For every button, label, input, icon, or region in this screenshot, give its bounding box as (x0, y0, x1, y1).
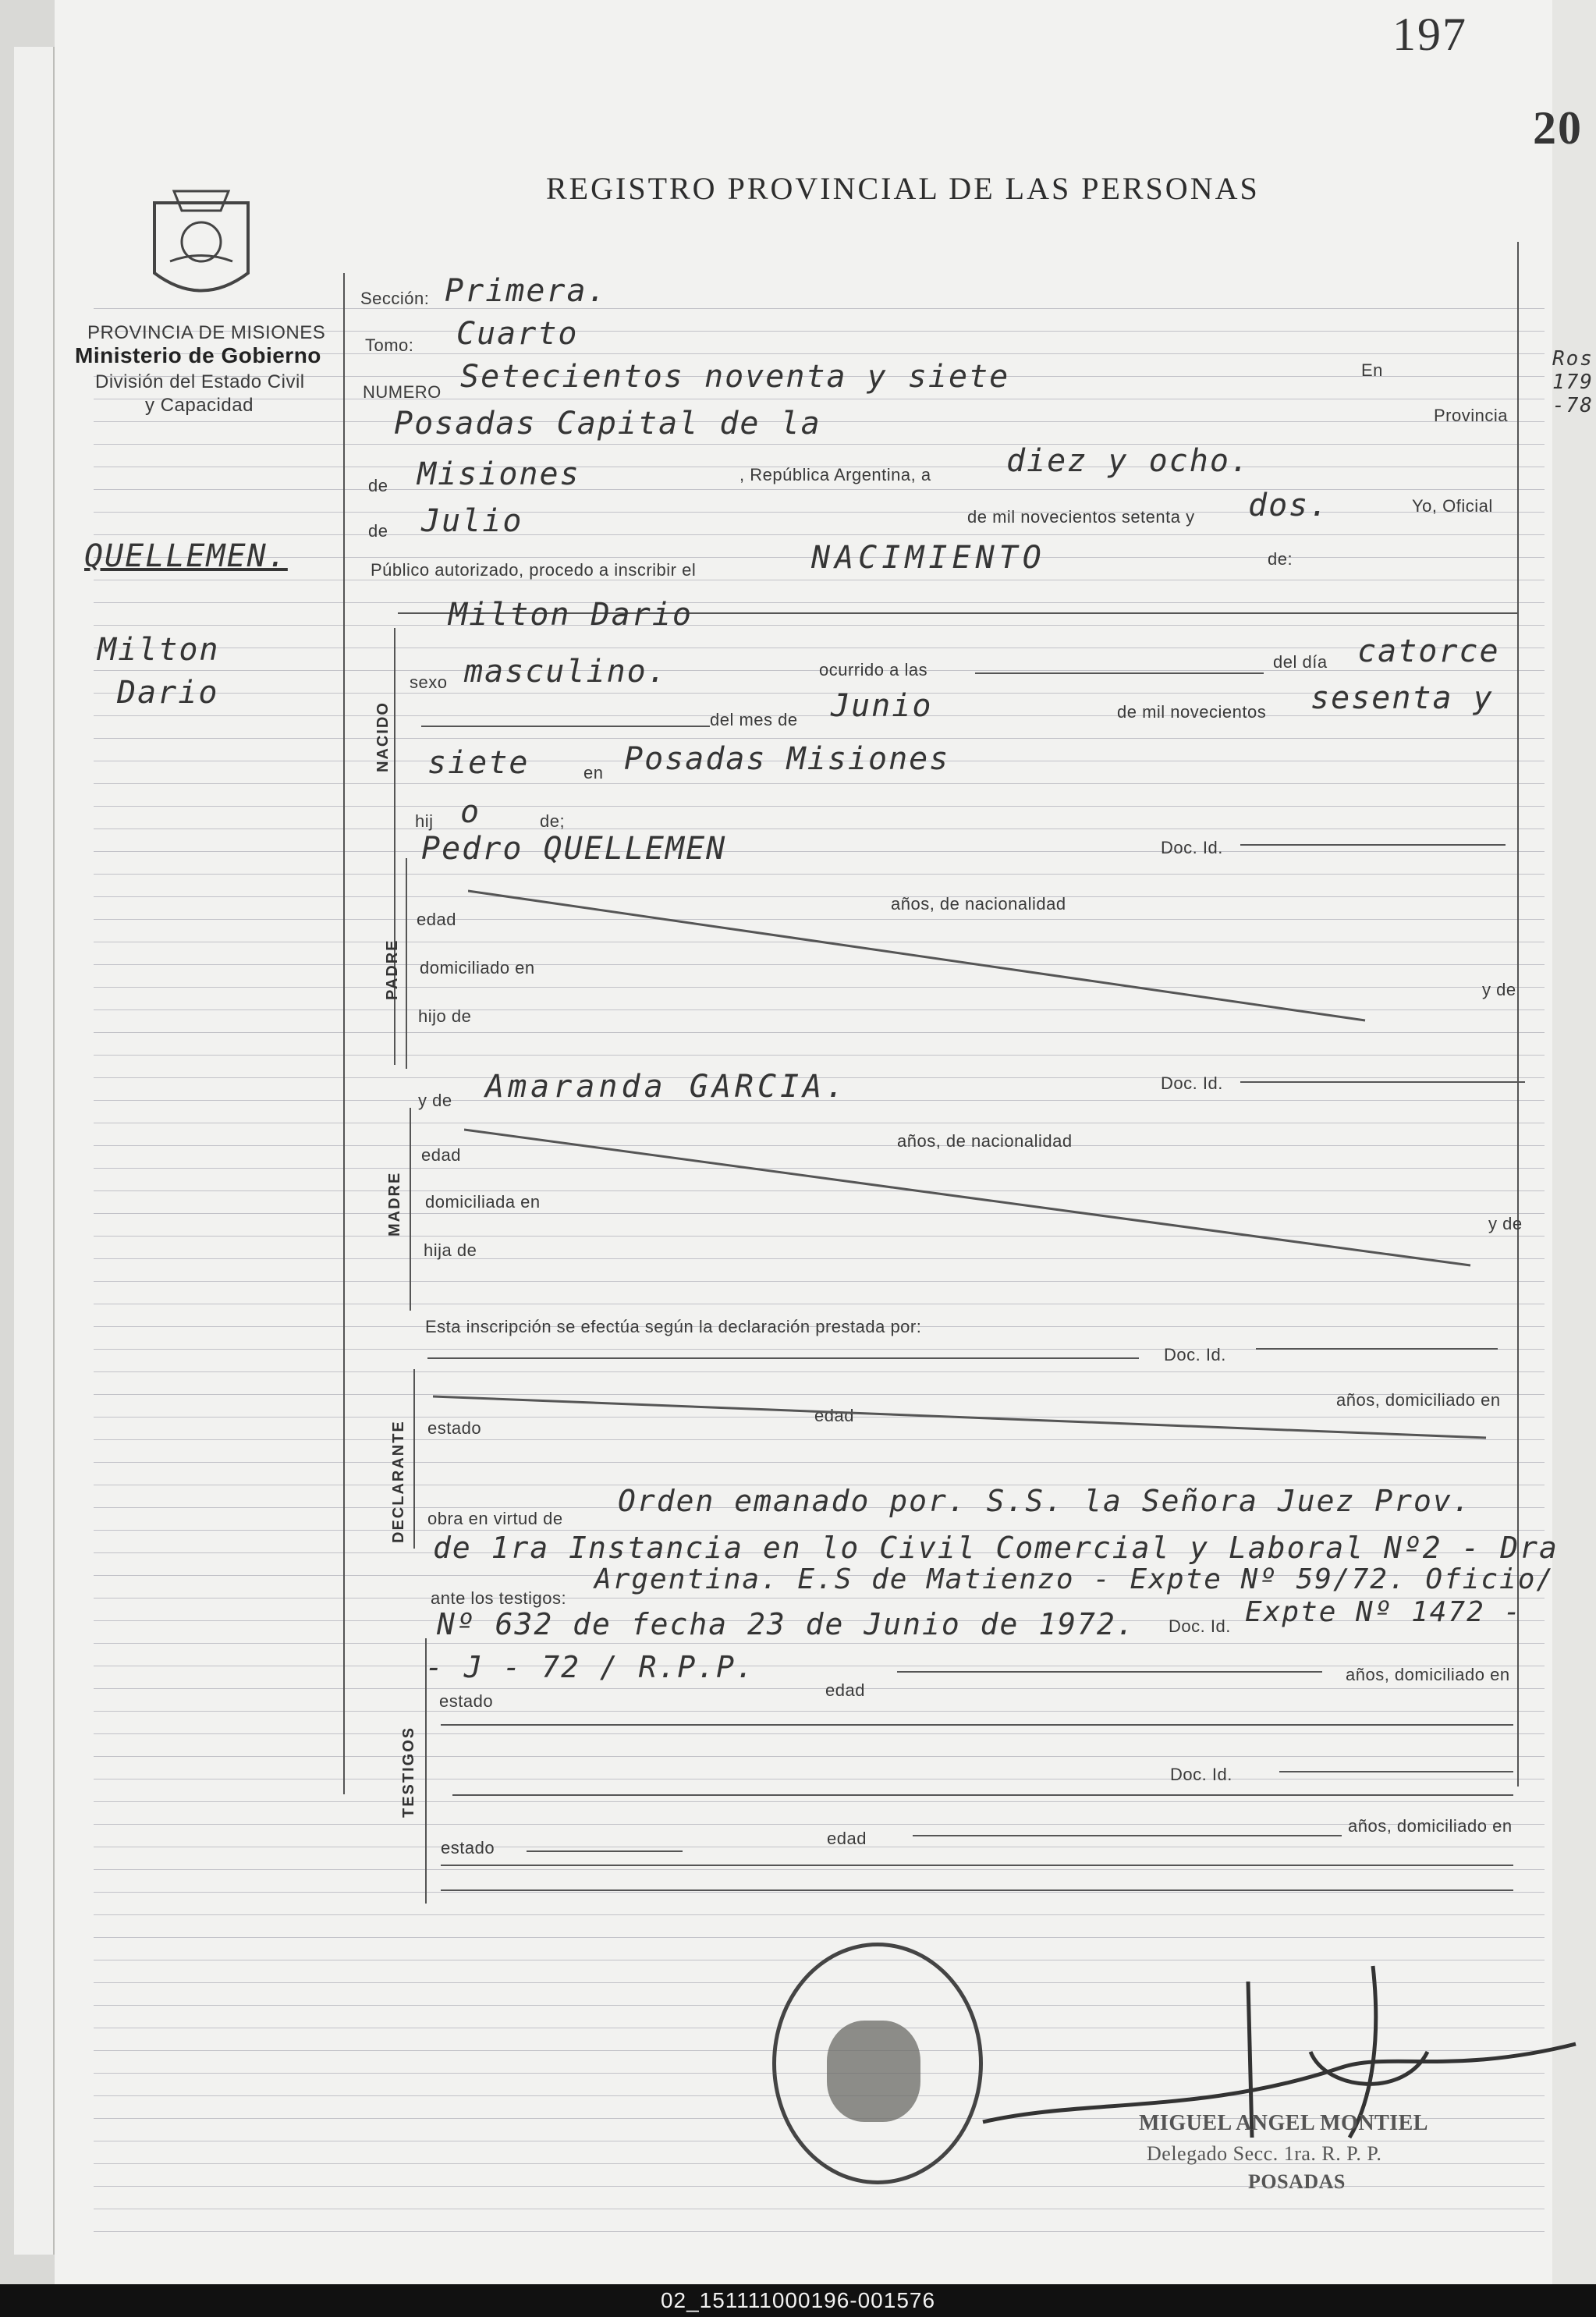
value-dia-nac: catorce (1357, 633, 1500, 669)
value-obra-4b: Expte Nº 1472 - (1245, 1596, 1523, 1628)
label-domiciliado-padre: domiciliado en (420, 958, 535, 978)
ruled-line (94, 444, 1545, 445)
padre-strike-line (468, 882, 1373, 1030)
label-seccion: Sección: (360, 289, 430, 308)
label-obra: obra en virtud de (427, 1509, 563, 1528)
hora-line (975, 672, 1264, 674)
edad-line-testigo-1 (897, 1671, 1322, 1673)
label-estado-testigo-1: estado (439, 1691, 494, 1711)
ruled-line (94, 1937, 1545, 1938)
label-doc-id-testigo-2: Doc. Id. (1170, 1765, 1232, 1784)
label-ante-testigos: ante los testigos: (431, 1588, 567, 1608)
margin-given-name-1: Milton (98, 632, 220, 668)
label-del-mes: del mes de (710, 710, 798, 729)
value-anio-nac-1: sesenta y (1310, 680, 1494, 716)
footer-file-id: 02_151111000196-001576 (0, 2284, 1596, 2317)
value-dia: diez y ocho. (1006, 443, 1250, 479)
testigo-2-line (441, 1865, 1513, 1866)
padre-divider (406, 858, 407, 1069)
value-provincia: Misiones (417, 456, 580, 492)
label-anos-madre: años, de nacionalidad (897, 1131, 1073, 1151)
label-esta-inscripcion: Esta inscripción se efectúa según la declaración prestada por: (425, 1317, 922, 1336)
testigo-2-line-b (441, 1889, 1513, 1891)
signer-role: Delegado Secc. 1ra. R. P. P. (1147, 2142, 1382, 2165)
header-ministry: Ministerio de Gobierno (75, 343, 321, 367)
stamp-emblem (827, 2021, 920, 2122)
value-seccion: Primera. (445, 273, 608, 309)
value-nombre: Milton Dario (449, 597, 693, 633)
value-lugar: Posadas Capital de la (394, 406, 821, 442)
label-republica: , República Argentina, a (739, 465, 931, 484)
blank-line-1 (421, 726, 710, 727)
label-tomo: Tomo: (365, 335, 414, 355)
doc-line-testigo-2 (1279, 1771, 1513, 1772)
doc-line-madre (1240, 1081, 1525, 1083)
margin-right-note: Ros 179 -78 (1552, 347, 1594, 417)
header-division-2: y Capacidad (145, 395, 254, 416)
ruled-line (94, 1869, 1545, 1870)
value-obra-1: Orden emanado por. S.S. la Señora Juez Prov. (618, 1484, 1472, 1518)
label-hij: hij (415, 811, 434, 831)
value-sexo: masculino. (464, 654, 668, 690)
ruled-line (94, 1914, 1545, 1915)
declarante-name-line (427, 1357, 1139, 1359)
label-de-acto: de: (1268, 549, 1293, 569)
header-division-1: División del Estado Civil (95, 371, 305, 392)
value-mes-nac: Junio (831, 688, 933, 724)
madre-strike-line (464, 1123, 1478, 1272)
section-testigos: TESTIGOS (400, 1726, 417, 1818)
section-nacido: NACIDO (374, 701, 392, 772)
label-doc-id-declarante: Doc. Id. (1164, 1345, 1226, 1364)
ruled-line (94, 1801, 1545, 1802)
ruled-line (94, 1371, 1545, 1372)
ruled-line (94, 1055, 1545, 1056)
label-de-mes: de (368, 521, 388, 541)
value-hij: o (460, 794, 481, 830)
label-edad-madre: edad (421, 1145, 461, 1165)
label-mil-setenta: de mil novecientos setenta y (967, 507, 1195, 527)
margin-surname: QUELLEMEN. (84, 538, 288, 574)
ruled-line (94, 1711, 1545, 1712)
label-anos-testigo-1: años, domiciliado en (1346, 1665, 1510, 1684)
label-anos-testigo-2: años, domiciliado en (1348, 1816, 1513, 1836)
label-y-de-madre-2: y de (1488, 1214, 1523, 1233)
document-title: REGISTRO PROVINCIAL DE LAS PERSONAS (546, 171, 1260, 206)
ruled-line (94, 1756, 1545, 1757)
value-obra-3: Argentina. E.S de Matienzo - Expte Nº 59/72. Oficio/ (594, 1563, 1555, 1595)
label-edad-testigo-2: edad (827, 1829, 867, 1848)
label-anos-declarante: años, domiciliado en (1336, 1390, 1501, 1410)
ruled-line (94, 874, 1545, 875)
label-anos-padre: años, de nacionalidad (891, 894, 1066, 914)
label-ocurrido: ocurrido a las (819, 660, 928, 679)
ruled-line (94, 1462, 1545, 1463)
header-province: PROVINCIA DE MISIONES (87, 322, 326, 343)
label-en: En (1361, 360, 1383, 380)
edad-line-testigo-2 (913, 1835, 1342, 1836)
doc-line-declarante (1256, 1348, 1498, 1350)
label-hija-de: hija de (424, 1240, 477, 1260)
ruled-line (94, 1032, 1545, 1033)
label-doc-id-testigos: Doc. Id. (1169, 1616, 1231, 1636)
ruled-line (94, 783, 1545, 784)
label-numero: NUMERO (363, 382, 442, 402)
estado-line-testigo-2 (527, 1850, 683, 1852)
value-acto: NACIMIENTO (811, 540, 1046, 576)
page-number: 197 (1392, 9, 1467, 60)
section-madre: MADRE (386, 1171, 403, 1237)
testigo-1-line (441, 1724, 1513, 1726)
label-de-provincia: de (368, 476, 388, 495)
value-obra-5: - J - 72 / R.P.P. (425, 1650, 755, 1684)
label-edad-declarante: edad (814, 1406, 854, 1425)
value-anio: dos. (1248, 488, 1330, 523)
value-obra-4: Nº 632 de fecha 23 de Junio de 1972. (437, 1607, 1136, 1641)
ruled-line (94, 806, 1545, 807)
ruled-line (94, 1892, 1545, 1893)
value-padre: Pedro QUELLEMEN (421, 831, 727, 867)
ruled-line (94, 738, 1545, 739)
label-yo-oficial: Yo, Oficial (1412, 496, 1493, 516)
label-del-dia: del día (1273, 652, 1328, 672)
value-tomo: Cuarto (456, 316, 579, 352)
label-y-de-padre: y de (1482, 980, 1516, 999)
doc-line-padre (1240, 844, 1506, 846)
label-estado-testigo-2: estado (441, 1838, 495, 1858)
label-domiciliada: domiciliada en (425, 1192, 541, 1212)
label-provincia: Provincia (1434, 406, 1508, 425)
ruled-line (94, 1688, 1545, 1689)
ruled-line (94, 851, 1545, 852)
margin-given-name-2: Dario (117, 675, 219, 711)
label-y-de-madre: y de (418, 1091, 452, 1110)
label-edad-testigo-1: edad (825, 1680, 865, 1700)
value-madre: Amaranda GARCIA. (485, 1069, 849, 1105)
label-estado-declarante: estado (427, 1418, 482, 1438)
ruled-line (94, 534, 1545, 535)
ruled-line (94, 1733, 1545, 1734)
ruled-line (94, 1824, 1545, 1825)
label-de-mil-novecientos: de mil novecientos (1117, 702, 1267, 722)
label-en-lugar: en (583, 763, 604, 782)
ruled-line (94, 1643, 1545, 1644)
value-obra-2: de 1ra Instancia en lo Civil Comercial y Laboral Nº2 - Dra (433, 1531, 1559, 1565)
label-sexo: sexo (410, 672, 448, 692)
label-edad-padre: edad (417, 910, 456, 929)
label-hijo-de: hijo de (418, 1006, 472, 1026)
margin-divider (343, 273, 345, 1794)
declarante-divider (413, 1369, 415, 1549)
value-mes: Julio (421, 503, 523, 539)
ruled-line (94, 308, 1545, 309)
next-page-edge (1552, 0, 1596, 2284)
signer-name: MIGUEL ANGEL MONTIEL (1139, 2111, 1428, 2135)
testigos-divider (425, 1638, 427, 1904)
ruled-line (94, 2231, 1545, 2232)
signer-city: POSADAS (1248, 2170, 1346, 2193)
declarante-strike-line (433, 1393, 1494, 1447)
section-declarante: DECLARANTE (390, 1420, 407, 1543)
ruled-line (94, 625, 1545, 626)
side-page-number: 20 (1533, 102, 1583, 154)
ruled-line (94, 1281, 1545, 1282)
value-anio-nac-2: siete (427, 745, 530, 781)
label-doc-id-padre: Doc. Id. (1161, 838, 1223, 857)
section-padre: PADRE (384, 939, 401, 1000)
ruled-line (94, 602, 1545, 603)
label-de-padres: de; (540, 811, 566, 831)
value-numero: Setecientos noventa y siete (460, 359, 1010, 395)
testigo-2-name-line (452, 1794, 1513, 1796)
province-seal-icon (139, 179, 264, 312)
label-doc-id-madre: Doc. Id. (1161, 1073, 1223, 1093)
label-publico: Público autorizado, procedo a inscribir el (371, 560, 697, 580)
value-lugar-nac: Posadas Misiones (624, 741, 950, 777)
binder-edge (14, 47, 55, 2255)
madre-divider (410, 1108, 411, 1311)
